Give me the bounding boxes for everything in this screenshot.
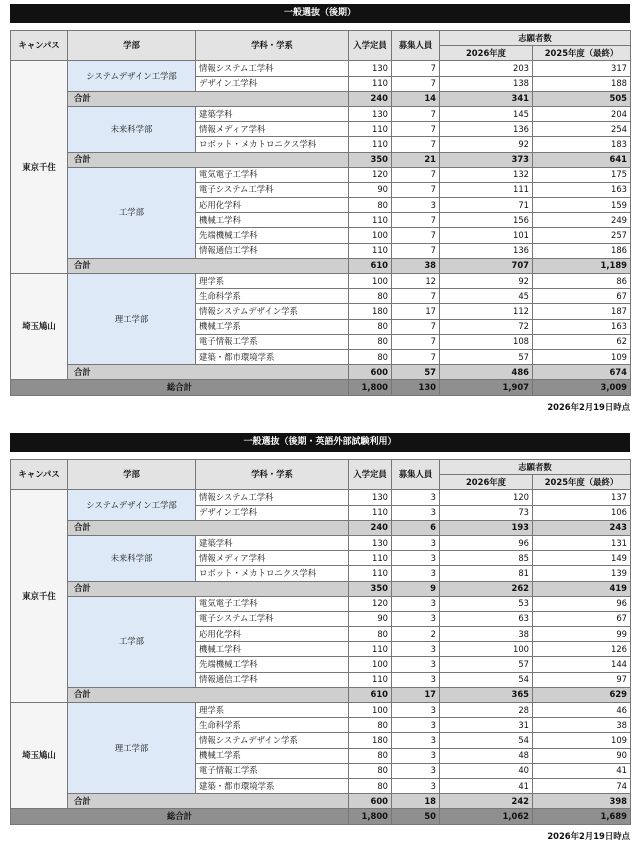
dept-cell: 情報システムデザイン学系	[196, 304, 349, 319]
subtotal-label: 合計	[68, 581, 349, 596]
dept-cell: 応用化学科	[196, 627, 349, 642]
campus-cell: 埼玉鳩山	[11, 274, 68, 380]
applicants-table	[10, 30, 631, 396]
applicants-2026-cell: 100	[440, 642, 533, 657]
capacity-cell: 610	[349, 687, 392, 702]
applicants-2026-cell: 57	[440, 657, 533, 672]
recruit-cell: 130	[392, 380, 440, 395]
dept-cell: ロボット・メカトロニクス学科	[196, 137, 349, 152]
applicants-2025-cell: 163	[533, 319, 631, 334]
capacity-cell: 110	[349, 76, 392, 91]
capacity-cell: 90	[349, 611, 392, 626]
capacity-cell: 120	[349, 596, 392, 611]
applicants-2025-cell: 163	[533, 182, 631, 197]
applicants-2025-cell: 90	[533, 748, 631, 763]
capacity-cell: 600	[349, 794, 392, 809]
applicants-2026-cell: 193	[440, 520, 533, 535]
dept-cell: 電子情報工学系	[196, 334, 349, 349]
table-row	[11, 703, 631, 718]
recruit-cell: 9	[392, 581, 440, 596]
capacity-cell: 100	[349, 228, 392, 243]
subtotal-row	[11, 91, 631, 106]
applicants-2025-cell: 674	[533, 365, 631, 380]
recruit-cell: 3	[392, 748, 440, 763]
recruit-cell: 7	[392, 61, 440, 76]
applicants-2025-cell: 139	[533, 566, 631, 581]
admission-section	[10, 4, 630, 413]
applicants-2026-cell: 365	[440, 687, 533, 702]
applicants-2026-cell: 101	[440, 228, 533, 243]
faculty-cell: 未来科学部	[68, 535, 196, 581]
subtotal-label: 合計	[68, 687, 349, 702]
dept-cell: デザイン工学科	[196, 505, 349, 520]
capacity-cell: 110	[349, 137, 392, 152]
faculty-cell: 未来科学部	[68, 106, 196, 152]
subtotal-row	[11, 581, 631, 596]
dept-cell: 情報通信工学科	[196, 672, 349, 687]
dept-cell: 機械工学系	[196, 748, 349, 763]
capacity-header: 入学定員	[349, 31, 392, 61]
dept-cell: 理学系	[196, 703, 349, 718]
recruit-cell: 17	[392, 304, 440, 319]
subtotal-label: 合計	[68, 91, 349, 106]
recruit-cell: 21	[392, 152, 440, 167]
faculty-header: 学部	[68, 31, 196, 61]
admission-section	[10, 433, 630, 842]
recruit-cell: 3	[392, 763, 440, 778]
applicants-2025-cell: 1,689	[533, 809, 631, 824]
applicants-2026-cell: 71	[440, 198, 533, 213]
subtotal-row	[11, 365, 631, 380]
recruit-cell: 7	[392, 243, 440, 258]
applicants-2026-cell: 136	[440, 243, 533, 258]
capacity-cell: 110	[349, 243, 392, 258]
capacity-cell: 110	[349, 122, 392, 137]
applicants-2026-cell: 136	[440, 122, 533, 137]
dept-cell: 建築・都市環境学系	[196, 349, 349, 364]
applicants-2026-cell: 73	[440, 505, 533, 520]
dept-cell: 建築学科	[196, 106, 349, 121]
dept-cell: 情報システム工学科	[196, 490, 349, 505]
capacity-cell: 90	[349, 182, 392, 197]
applicants-2026-cell: 31	[440, 718, 533, 733]
applicants-2025-cell: 86	[533, 274, 631, 289]
applicants-2025-cell: 249	[533, 213, 631, 228]
capacity-cell: 80	[349, 778, 392, 793]
dept-cell: 建築学科	[196, 535, 349, 550]
applicants-2026-cell: 85	[440, 551, 533, 566]
applicants-2025-cell: 67	[533, 289, 631, 304]
year-2026-header: 2026年度	[440, 475, 533, 490]
recruit-cell: 50	[392, 809, 440, 824]
applicants-2026-cell: 341	[440, 91, 533, 106]
recruit-cell: 3	[392, 642, 440, 657]
as-of-note: 2026年2月19日時点	[547, 401, 630, 412]
applicants-2026-cell: 156	[440, 213, 533, 228]
dept-cell: 機械工学科	[196, 213, 349, 228]
recruit-cell: 7	[392, 182, 440, 197]
dept-cell: 情報システムデザイン学系	[196, 733, 349, 748]
applicants-2026-cell: 132	[440, 167, 533, 182]
applicants-2026-cell: 138	[440, 76, 533, 91]
dept-cell: 情報メディア学科	[196, 551, 349, 566]
applicants-2025-cell: 1,189	[533, 258, 631, 273]
applicants-2026-cell: 108	[440, 334, 533, 349]
campus-cell: 東京千住	[11, 61, 68, 274]
faculty-cell: 理工学部	[68, 274, 196, 365]
grand-total-label: 総合計	[11, 380, 349, 395]
applicants-2026-cell: 707	[440, 258, 533, 273]
applicants-2025-cell: 188	[533, 76, 631, 91]
dept-cell: 電子システム工学科	[196, 611, 349, 626]
capacity-cell: 180	[349, 304, 392, 319]
capacity-cell: 80	[349, 763, 392, 778]
recruit-cell: 7	[392, 289, 440, 304]
applicants-2026-cell: 54	[440, 672, 533, 687]
campus-header: キャンパス	[11, 460, 68, 490]
applicants-2026-cell: 96	[440, 535, 533, 550]
dept-cell: 電気電子工学科	[196, 596, 349, 611]
applicants-2026-cell: 203	[440, 61, 533, 76]
recruit-cell: 7	[392, 106, 440, 121]
applicants-2026-cell: 92	[440, 137, 533, 152]
applicants-2026-cell: 373	[440, 152, 533, 167]
applicants-2026-cell: 72	[440, 319, 533, 334]
dept-cell: 情報メディア学科	[196, 122, 349, 137]
recruit-cell: 2	[392, 627, 440, 642]
recruit-cell: 3	[392, 672, 440, 687]
recruit-header: 募集人員	[392, 31, 440, 61]
applicants-2025-cell: 99	[533, 627, 631, 642]
capacity-cell: 100	[349, 274, 392, 289]
applicants-2026-cell: 45	[440, 289, 533, 304]
applicants-2026-cell: 486	[440, 365, 533, 380]
recruit-cell: 7	[392, 228, 440, 243]
capacity-cell: 180	[349, 733, 392, 748]
applicants-header: 志願者数	[440, 460, 631, 475]
subtotal-row	[11, 794, 631, 809]
recruit-cell: 38	[392, 258, 440, 273]
applicants-2025-cell: 137	[533, 490, 631, 505]
capacity-cell: 80	[349, 198, 392, 213]
capacity-cell: 130	[349, 490, 392, 505]
subtotal-label: 合計	[68, 520, 349, 535]
recruit-cell: 18	[392, 794, 440, 809]
capacity-cell: 350	[349, 152, 392, 167]
recruit-cell: 6	[392, 520, 440, 535]
capacity-cell: 80	[349, 319, 392, 334]
applicants-2026-cell: 48	[440, 748, 533, 763]
applicants-2025-cell: 175	[533, 167, 631, 182]
capacity-cell: 110	[349, 551, 392, 566]
applicants-2025-cell: 144	[533, 657, 631, 672]
applicants-2025-cell: 62	[533, 334, 631, 349]
dept-cell: 生命科学系	[196, 289, 349, 304]
recruit-cell: 3	[392, 703, 440, 718]
recruit-cell: 3	[392, 566, 440, 581]
applicants-2026-cell: 92	[440, 274, 533, 289]
recruit-cell: 3	[392, 733, 440, 748]
year-2026-header: 2026年度	[440, 46, 533, 61]
recruit-cell: 7	[392, 122, 440, 137]
dept-cell: 生命科学系	[196, 718, 349, 733]
year-2025-header: 2025年度（最終）	[533, 46, 631, 61]
applicants-2025-cell: 131	[533, 535, 631, 550]
header-row	[11, 460, 631, 475]
applicants-2025-cell: 629	[533, 687, 631, 702]
applicants-2025-cell: 67	[533, 611, 631, 626]
capacity-cell: 240	[349, 520, 392, 535]
applicants-2026-cell: 40	[440, 763, 533, 778]
applicants-2026-cell: 111	[440, 182, 533, 197]
capacity-cell: 100	[349, 657, 392, 672]
faculty-cell: システムデザイン工学部	[68, 490, 196, 520]
applicants-2025-cell: 204	[533, 106, 631, 121]
recruit-cell: 3	[392, 611, 440, 626]
subtotal-row	[11, 687, 631, 702]
recruit-cell: 3	[392, 490, 440, 505]
recruit-header: 募集人員	[392, 460, 440, 490]
applicants-2025-cell: 38	[533, 718, 631, 733]
applicants-2025-cell: 109	[533, 349, 631, 364]
applicants-2025-cell: 126	[533, 642, 631, 657]
applicants-2026-cell: 112	[440, 304, 533, 319]
table-row	[11, 61, 631, 76]
applicants-2025-cell: 96	[533, 596, 631, 611]
recruit-cell: 3	[392, 778, 440, 793]
applicants-2025-cell: 41	[533, 763, 631, 778]
dept-cell: 先端機械工学科	[196, 228, 349, 243]
faculty-cell: 工学部	[68, 167, 196, 258]
recruit-cell: 3	[392, 535, 440, 550]
recruit-cell: 7	[392, 213, 440, 228]
recruit-cell: 3	[392, 551, 440, 566]
capacity-cell: 110	[349, 642, 392, 657]
dept-cell: 電子システム工学科	[196, 182, 349, 197]
applicants-2026-cell: 1,907	[440, 380, 533, 395]
capacity-header: 入学定員	[349, 460, 392, 490]
recruit-cell: 7	[392, 167, 440, 182]
table-row	[11, 167, 631, 182]
recruit-cell: 7	[392, 137, 440, 152]
capacity-cell: 80	[349, 718, 392, 733]
applicants-2025-cell: 109	[533, 733, 631, 748]
subtotal-row	[11, 152, 631, 167]
capacity-cell: 80	[349, 627, 392, 642]
recruit-cell: 7	[392, 319, 440, 334]
applicants-2026-cell: 262	[440, 581, 533, 596]
applicants-2025-cell: 46	[533, 703, 631, 718]
recruit-cell: 12	[392, 274, 440, 289]
table-row	[11, 596, 631, 611]
applicants-2026-cell: 53	[440, 596, 533, 611]
table-row	[11, 106, 631, 121]
capacity-cell: 130	[349, 61, 392, 76]
applicants-table	[10, 459, 631, 825]
capacity-cell: 610	[349, 258, 392, 273]
capacity-cell: 120	[349, 167, 392, 182]
capacity-cell: 80	[349, 289, 392, 304]
faculty-header: 学部	[68, 460, 196, 490]
table-row	[11, 274, 631, 289]
applicants-2025-cell: 149	[533, 551, 631, 566]
subtotal-label: 合計	[68, 152, 349, 167]
recruit-cell: 57	[392, 365, 440, 380]
applicants-2026-cell: 63	[440, 611, 533, 626]
recruit-cell: 3	[392, 596, 440, 611]
dept-cell: 情報通信工学科	[196, 243, 349, 258]
faculty-cell: 工学部	[68, 596, 196, 687]
applicants-2026-cell: 41	[440, 778, 533, 793]
recruit-cell: 3	[392, 718, 440, 733]
capacity-cell: 130	[349, 535, 392, 550]
applicants-2026-cell: 38	[440, 627, 533, 642]
applicants-2026-cell: 57	[440, 349, 533, 364]
applicants-header: 志願者数	[440, 31, 631, 46]
capacity-cell: 80	[349, 349, 392, 364]
applicants-2025-cell: 317	[533, 61, 631, 76]
capacity-cell: 350	[349, 581, 392, 596]
dept-cell: 電気電子工学科	[196, 167, 349, 182]
section-title: 一般選抜（後期）	[10, 4, 630, 23]
applicants-2025-cell: 641	[533, 152, 631, 167]
capacity-cell: 80	[349, 748, 392, 763]
applicants-2026-cell: 1,062	[440, 809, 533, 824]
recruit-cell: 17	[392, 687, 440, 702]
subtotal-label: 合計	[68, 794, 349, 809]
subtotal-row	[11, 520, 631, 535]
applicants-2026-cell: 54	[440, 733, 533, 748]
recruit-cell: 7	[392, 334, 440, 349]
applicants-2025-cell: 254	[533, 122, 631, 137]
applicants-2025-cell: 243	[533, 520, 631, 535]
dept-header: 学科・学系	[196, 31, 349, 61]
campus-header: キャンパス	[11, 31, 68, 61]
dept-cell: 機械工学系	[196, 319, 349, 334]
campus-cell: 東京千住	[11, 490, 68, 703]
subtotal-row	[11, 258, 631, 273]
applicants-2026-cell: 120	[440, 490, 533, 505]
section-title: 一般選抜（後期・英語外部試験利用）	[10, 433, 630, 452]
subtotal-label: 合計	[68, 365, 349, 380]
capacity-cell: 240	[349, 91, 392, 106]
applicants-2025-cell: 187	[533, 304, 631, 319]
applicants-2025-cell: 505	[533, 91, 631, 106]
dept-cell: デザイン工学科	[196, 76, 349, 91]
grand-total-row	[11, 809, 631, 824]
applicants-2025-cell: 74	[533, 778, 631, 793]
applicants-2025-cell: 186	[533, 243, 631, 258]
applicants-2025-cell: 106	[533, 505, 631, 520]
grand-total-label: 総合計	[11, 809, 349, 824]
capacity-cell: 1,800	[349, 380, 392, 395]
applicants-2026-cell: 145	[440, 106, 533, 121]
dept-cell: 先端機械工学科	[196, 657, 349, 672]
applicants-2025-cell: 97	[533, 672, 631, 687]
subtotal-label: 合計	[68, 258, 349, 273]
recruit-cell: 3	[392, 657, 440, 672]
applicants-2026-cell: 81	[440, 566, 533, 581]
dept-cell: 建築・都市環境学系	[196, 778, 349, 793]
recruit-cell: 3	[392, 505, 440, 520]
capacity-cell: 110	[349, 566, 392, 581]
year-2025-header: 2025年度（最終）	[533, 475, 631, 490]
capacity-cell: 600	[349, 365, 392, 380]
dept-header: 学科・学系	[196, 460, 349, 490]
dept-cell: 電子情報工学系	[196, 763, 349, 778]
applicants-2026-cell: 242	[440, 794, 533, 809]
applicants-2025-cell: 257	[533, 228, 631, 243]
applicants-2025-cell: 398	[533, 794, 631, 809]
dept-cell: 機械工学科	[196, 642, 349, 657]
capacity-cell: 1,800	[349, 809, 392, 824]
capacity-cell: 110	[349, 505, 392, 520]
recruit-cell: 7	[392, 76, 440, 91]
applicants-2026-cell: 28	[440, 703, 533, 718]
capacity-cell: 110	[349, 672, 392, 687]
capacity-cell: 130	[349, 106, 392, 121]
recruit-cell: 14	[392, 91, 440, 106]
faculty-cell: 理工学部	[68, 703, 196, 794]
dept-cell: ロボット・メカトロニクス学科	[196, 566, 349, 581]
applicants-2025-cell: 3,009	[533, 380, 631, 395]
applicants-2025-cell: 419	[533, 581, 631, 596]
capacity-cell: 100	[349, 703, 392, 718]
dept-cell: 応用化学科	[196, 198, 349, 213]
campus-cell: 埼玉鳩山	[11, 703, 68, 809]
dept-cell: 情報システム工学科	[196, 61, 349, 76]
as-of-note: 2026年2月19日時点	[547, 830, 630, 841]
capacity-cell: 110	[349, 213, 392, 228]
recruit-cell: 7	[392, 349, 440, 364]
applicants-2025-cell: 183	[533, 137, 631, 152]
dept-cell: 理学系	[196, 274, 349, 289]
table-row	[11, 490, 631, 505]
capacity-cell: 80	[349, 334, 392, 349]
table-row	[11, 535, 631, 550]
header-row	[11, 31, 631, 46]
faculty-cell: システムデザイン工学部	[68, 61, 196, 91]
recruit-cell: 3	[392, 198, 440, 213]
applicants-2025-cell: 159	[533, 198, 631, 213]
grand-total-row	[11, 380, 631, 395]
